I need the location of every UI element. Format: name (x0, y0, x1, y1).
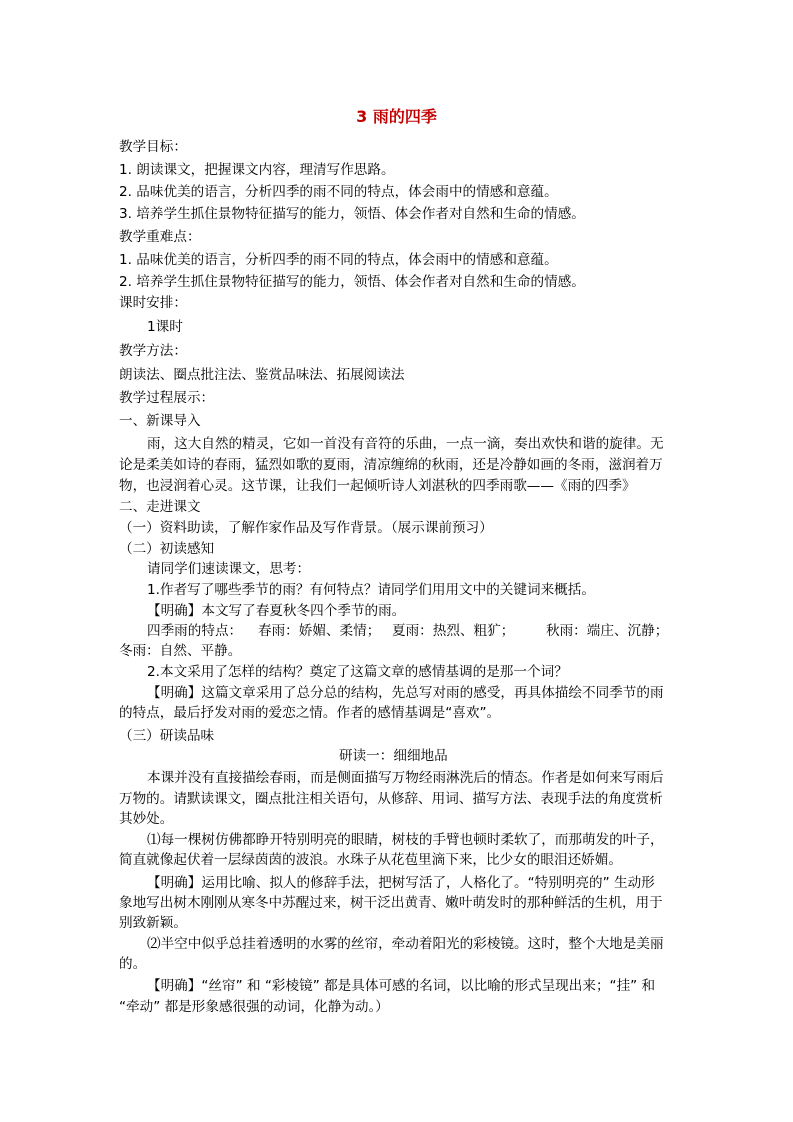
example-line: 简直就像起伏着一层绿茵茵的波浪。水珠子从花苞里滴下来，比少女的眼泪还娇媚。 (119, 852, 622, 868)
feature-spring: 春雨：娇媚、柔情； (258, 623, 381, 639)
study-intro-line: 其妙处。 (119, 811, 174, 827)
feature-winter: 冬雨：自然、平静。 (119, 643, 242, 659)
example-answer-line: “牵动” 都是形象感很强的动词，化静为动。） (119, 999, 389, 1015)
subsection-heading: （一）资料助读，了解作家作品及写作背景。（展示课前预习） (119, 520, 493, 536)
example-line: 的。 (119, 956, 147, 972)
example-answer-line: 别致新颖。 (119, 915, 187, 931)
difficulty-item: 1. 品味优美的语言，分析四季的雨不同的特点，体会雨中的情感和意蕴。 (119, 252, 558, 268)
intro-paragraph-line: 物，也浸润着心灵。这节课，让我们一起倾听诗人刘湛秋的四季雨歌——《雨的四季》 (119, 478, 636, 494)
example-line: ⑴每一棵树仿佛都睁开特别明亮的眼睛，树枝的手臂也顿时柔软了，而那萌发的叶子， (147, 832, 664, 848)
example-answer-line: 象地写出树木刚刚从寒冬中苏醒过来，树干泛出黄青、嫩叶萌发时的那种鲜活的生机，用于 (119, 895, 663, 911)
section-heading: 一、新课导入 (119, 413, 201, 429)
methods-value: 朗读法、圈点批注法、鉴赏品味法、拓展阅读法 (119, 367, 405, 383)
reading-prompt: 请同学们速读课文，思考： (147, 561, 311, 577)
section-heading: 二、走进课文 (119, 499, 201, 515)
example-answer-line: 【明确】“丝帘” 和 “彩棱镜” 都是具体可感的名词，以比喻的形式呈现出来；“挂” 和 (147, 978, 656, 994)
difficulties-heading: 教学重难点： (119, 229, 201, 245)
example-line: ⑵半空中似乎总挂着透明的水雾的丝帘，牵动着阳光的彩棱镜。这时，整个大地是美丽 (147, 936, 664, 952)
subsection-heading: （二）初读感知 (119, 541, 215, 557)
study-intro-line: 万物的。请默读课文，圈点批注相关语句，从修辞、用词、描写方法、表现手法的角度赏析 (119, 791, 663, 807)
example-answer-line: 【明确】运用比喻、拟人的修辞手法，把树写活了，人格化了。“特别明亮的” 生动形 (147, 875, 655, 891)
feature-autumn: 秋雨：端庄、沉静； (546, 623, 669, 639)
objective-item: 3. 培养学生抓住景物特征描写的能力，领悟、体会作者对自然和生命的情感。 (119, 206, 585, 222)
subsection-heading: （三）研读品味 (119, 728, 215, 744)
intro-paragraph-line: 雨，这大自然的精灵，它如一首没有音符的乐曲，一点一滴，奏出欢快和谐的旋律。无 (147, 436, 664, 452)
answer-line: 【明确】这篇文章采用了总分总的结构，先总写对雨的感受，再具体描绘不同季节的雨 (147, 685, 664, 701)
difficulty-item: 2. 培养学生抓住景物特征描写的能力，领悟、体会作者对自然和生命的情感。 (119, 274, 585, 290)
objective-item: 1. 朗读课文，把握课文内容，理清写作思路。 (119, 162, 395, 178)
methods-heading: 教学方法： (119, 343, 187, 359)
answer: 【明确】本文写了春夏秋冬四个季节的雨。 (147, 603, 406, 619)
feature-summer: 夏雨：热烈、粗犷； (392, 623, 515, 639)
process-heading: 教学过程展示： (119, 390, 215, 406)
schedule-value: 1课时 (147, 319, 183, 335)
study-heading: 研读一：细细地品 (339, 748, 448, 764)
question: 1.作者写了哪些季节的雨？有何特点？请同学们用用文中的关键词来概括。 (147, 582, 595, 598)
page-title: 3 雨的四季 (356, 107, 437, 126)
objectives-heading: 教学目标： (119, 139, 187, 155)
objective-item: 2. 品味优美的语言，分析四季的雨不同的特点，体会雨中的情感和意蕴。 (119, 184, 558, 200)
intro-paragraph-line: 论是柔美如诗的春雨，猛烈如歌的夏雨，清凉缠绵的秋雨，还是冷静如画的冬雨，滋润着万 (119, 457, 663, 473)
schedule-heading: 课时安排： (119, 295, 187, 311)
study-intro-line: 本课并没有直接描绘春雨，而是侧面描写万物经雨淋洗后的情态。作者是如何来写雨后 (147, 770, 664, 786)
question: 2.本文采用了怎样的结构？奠定了这篇文章的感情基调的是那一个词？ (147, 664, 568, 680)
features-label: 四季雨的特点： (147, 623, 243, 639)
answer-line: 的特点，最后抒发对雨的爱恋之情。作者的感情基调是“喜欢”。 (119, 705, 501, 721)
